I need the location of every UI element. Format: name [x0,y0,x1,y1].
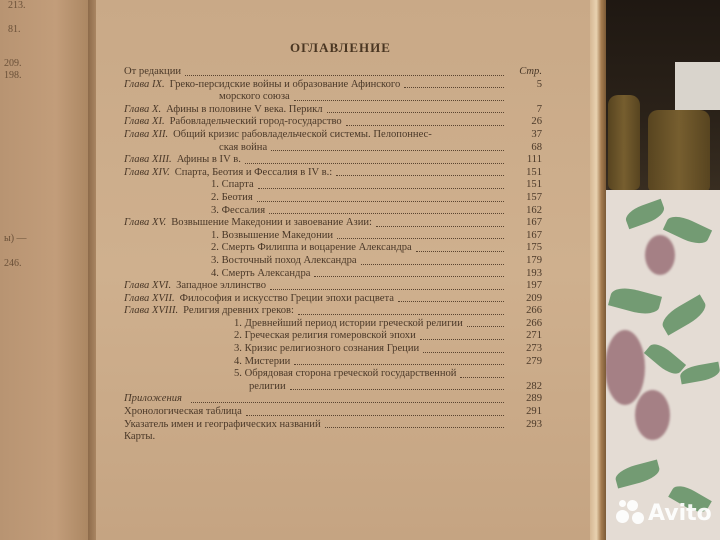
chapter-title: 4. Смерть Александра [211,267,311,279]
toc-label [234,330,416,343]
page-number: 291 [526,406,542,418]
toc-row [124,205,542,218]
toc-label [211,242,412,255]
dot-leader [336,175,504,176]
chapter-title: Западное эллинство [176,280,267,292]
dot-leader [404,87,504,88]
page-number: 266 [526,305,542,317]
toc-row [124,368,542,381]
floral-tablecloth [605,190,720,540]
toc-row [124,242,542,255]
chapter-title: Религия древних греков: [183,305,294,317]
page-number: 5 [536,78,542,90]
chapter-number: Глава X. [124,103,162,115]
toc-label [211,192,253,205]
dot-leader [245,163,504,164]
toc-row [124,343,542,356]
toc-row [124,230,542,243]
toc-label [124,293,394,306]
page-edge [590,0,606,540]
chapter-number: Глава IX. [124,78,165,90]
dot-leader [294,100,504,101]
chapter-title: Возвышение Македонии и завоевание Азии: [171,217,372,229]
toc-row [124,217,542,230]
chapter-title: 2. Греческая религия гомеровской эпохи [234,330,416,342]
dot-leader [290,389,504,390]
chapter-title: Хронологическая таблица [124,406,242,418]
page-number: 282 [526,380,542,392]
toc-label [124,406,242,419]
chapter-title: Афины в половине V века. Перикл [166,103,323,115]
page-number: 197 [526,280,542,292]
dot-leader [270,289,504,290]
margin-number: 209. [4,58,22,69]
margin-number: 213. [8,0,26,11]
chapter-title: 1. Возвышение Македонии [211,229,334,241]
toc-row [124,192,542,205]
page-number: 209 [526,292,542,304]
dot-leader [325,427,504,428]
page-number: 289 [526,393,542,405]
toc-label [124,79,400,92]
chapter-title: Рабовладельческий город-государство [169,116,342,128]
page-number: 167 [526,217,542,229]
chapter-number: Глава XIII. [124,154,172,166]
dot-leader [416,251,504,252]
margin-number: 198. [4,70,22,81]
page-number: 26 [531,116,542,128]
chapter-title: 3. Кризис религиозного сознания Греции [234,343,420,355]
toc-label [124,419,321,432]
toc-label [234,368,456,381]
margin-number: 246. [4,258,22,269]
toc-row [124,330,542,343]
chapter-title: 3. Фессалия [211,204,266,216]
toc-label [124,116,342,129]
dot-leader [185,75,504,76]
page-number: 175 [526,242,542,254]
chapter-number: Глава XVII. [124,292,175,304]
chapter-number: Глава XIV. [124,166,170,178]
toc-label [124,431,155,444]
page-number: 151 [526,179,542,191]
page-number: 151 [526,166,542,178]
chapter-number: Глава XII. [124,128,169,140]
toc-label [124,154,241,167]
toc-label [219,142,267,155]
page-number: 157 [526,191,542,203]
toc-row [124,280,542,293]
chapter-title: 4. Мистерии [234,355,291,367]
toc-label [234,356,290,369]
dot-leader [258,188,504,189]
chapter-number: Глава XVI. [124,280,172,292]
dot-leader [460,377,504,378]
page-number: 162 [526,204,542,216]
toc-label [249,381,286,394]
dot-leader [294,364,504,365]
page-number: 273 [526,343,542,355]
toc-row [124,305,542,318]
dot-leader [269,213,504,214]
dot-leader [423,352,504,353]
chapter-title: религии [249,380,286,392]
toc-label [234,343,419,356]
dot-leader [376,226,504,227]
toc-label [124,393,187,406]
toc-row [124,154,542,167]
chapter-title: Афины в IV в. [176,154,241,166]
chapter-title: Спарта, Беотия и Фессалия в IV в.: [174,166,333,178]
toc-label [211,179,254,192]
toc-row [124,91,542,104]
page-number: 279 [526,355,542,367]
chapter-title: ская война [219,141,268,153]
chapter-title: 5. Обрядовая сторона греческой государственной [234,368,457,380]
toc-row [124,431,542,444]
toc-row [124,393,542,406]
dot-leader [337,238,504,239]
toc-row [124,104,542,117]
paper-card [675,62,720,110]
chapter-title: Философия и искусство Греции эпохи расцвета [179,292,394,304]
chapter-title: Общий кризис рабовладельческой системы. Пелопоннес- [173,128,432,140]
dot-leader [257,201,504,202]
toc-row [124,142,542,155]
dot-leader [298,314,504,315]
toc-row [124,79,542,92]
toc-label [211,230,333,243]
dot-leader [420,339,504,340]
dot-leader [271,150,504,151]
chapter-number: Глава XVIII. [124,305,179,317]
toc-label [234,318,463,331]
page-number: Стр. [519,66,542,77]
chapter-number: Глава XV. [124,217,167,229]
chapter-title: 1. Спарта [211,179,254,191]
page-number: 179 [526,254,542,266]
toc-label [124,66,181,79]
toc-row [124,116,542,129]
toc-row [124,406,542,419]
page-number: 167 [526,229,542,241]
chapter-title: морского союза [219,91,290,103]
margin-number: 81. [8,24,21,35]
dot-leader [361,264,504,265]
dot-leader [398,301,504,302]
toc-label [211,205,265,218]
chapter-title: 3. Восточный поход Александра [211,254,357,266]
page-number: 37 [531,128,542,140]
jar [648,110,710,192]
dot-leader [191,402,504,403]
dot-leader [467,326,504,327]
table-of-contents [124,66,542,444]
page-number: 193 [526,267,542,279]
toc-label [211,255,357,268]
toc-label [124,305,294,318]
toc-row [124,255,542,268]
toc-label [124,280,266,293]
toc-label [124,104,323,117]
avito-paw-icon [616,500,644,526]
chapter-title: 1. Древнейший период истории греческой религии [234,317,463,329]
toc-row [124,66,542,79]
toc-row [124,318,542,331]
page-number: 68 [531,141,542,153]
dot-leader [346,125,504,126]
avito-watermark [616,500,712,526]
toc-title: ОГЛАВЛЕНИЕ [290,40,391,55]
chapter-title: 2. Смерть Филиппа и воцарение Александра [211,242,412,254]
page-number: 293 [526,418,542,430]
toc-label [124,129,432,142]
chapter-title: Карты. [124,431,156,443]
dot-leader [327,112,504,113]
margin-number: ы) — [4,233,27,244]
dot-leader [246,415,504,416]
page-number: 266 [526,317,542,329]
toc-label [219,91,290,104]
dot-leader [314,276,504,277]
page-number: 7 [536,103,542,115]
toc-row [124,179,542,192]
chapter-number: Глава XI. [124,116,165,128]
toc-row [124,419,542,432]
chapter-title: Указатель имен и географических названий [124,418,321,430]
toc-row [124,167,542,180]
toc-label [211,268,310,281]
page-number: 271 [526,330,542,342]
toc-row [124,268,542,281]
toc-label [124,217,372,230]
chapter-number: Приложения [124,393,182,405]
chapter-title: От редакции [124,66,182,77]
chapter-title: 2. Беотия [211,191,253,203]
watermark-text: Avito [648,500,712,526]
toc-row [124,293,542,306]
jar [608,95,640,190]
toc-row [124,381,542,394]
chapter-title: Греко-персидские войны и образование Афинского [169,78,401,90]
left-page [0,0,93,540]
toc-row [124,129,542,142]
toc-row [124,356,542,369]
toc-label [124,167,332,180]
page-number: 111 [526,154,542,166]
